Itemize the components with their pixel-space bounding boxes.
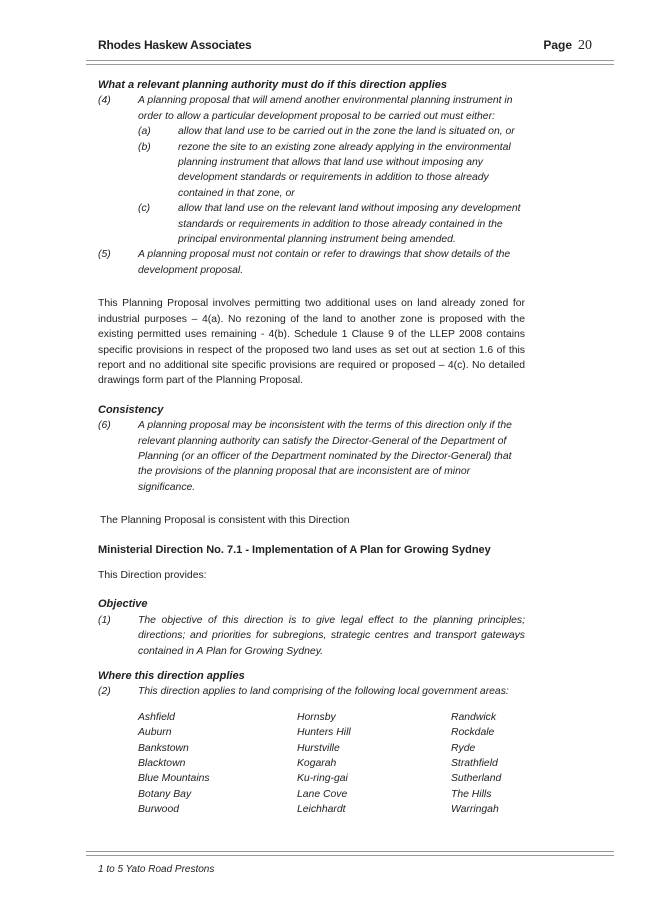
- lga-column: [138, 710, 210, 818]
- subclause-text: allow that land use on the relevant land without imposing any development standards or requirements in addition to those already contained in the principal environmental planning instrument being amended.: [178, 203, 521, 246]
- lga-item: Ku-ring-gai: [297, 773, 348, 785]
- lga-item: Hurstville: [297, 742, 340, 754]
- lga-item: Warringah: [451, 804, 499, 816]
- clause-2: [98, 684, 525, 699]
- clause-text: This direction applies to land comprising of the following local government areas:: [138, 686, 509, 698]
- lga-item: Burwood: [138, 804, 180, 816]
- header-divider: [86, 60, 614, 65]
- header-page: [543, 38, 592, 54]
- clause-4: [98, 93, 525, 124]
- lga-item: Bankstown: [138, 742, 189, 754]
- lga-item: Sutherland: [451, 773, 502, 785]
- direction-intro: This Direction provides:: [98, 569, 207, 581]
- clause-number: (1): [98, 614, 111, 626]
- subclause-a: [98, 124, 525, 139]
- lga-item: Leichhardt: [297, 804, 346, 816]
- clause-1: [98, 613, 525, 659]
- lga-item: Botany Bay: [138, 788, 192, 800]
- lga-column: [451, 710, 501, 818]
- subclause-b: [98, 140, 525, 202]
- section-heading-requirements: What a relevant planning authority must do if this direction applies: [98, 79, 447, 91]
- header-title: Rhodes Haskew Associates: [98, 38, 252, 52]
- clause-number: (6): [98, 420, 111, 432]
- body-paragraph: This Planning Proposal involves permitting two additional uses on land already zoned for industrial purposes – 4(a). No rezoning of the land to another zone is proposed with the existing permitted uses remaining - 4(b). Schedule 1 Clause 9 of the LLEP 2008 contains specific provisions in respect of the proposed two land uses as set out at section 1.6 of this report and no additional site specific provisions are required or proposed – 4(c). No detailed drawings form part of the Planning Proposal.: [98, 298, 525, 387]
- clause-number: (2): [98, 686, 111, 698]
- lga-item: Hornsby: [297, 711, 336, 723]
- clause-5: [98, 247, 525, 278]
- section-heading-objective: Objective: [98, 598, 148, 611]
- lga-item: Kogarah: [297, 758, 337, 770]
- lga-column: [297, 710, 351, 818]
- clause-text: A planning proposal must not contain or refer to drawings that show details of the development proposal.: [138, 249, 511, 276]
- consistency-statement: The Planning Proposal is consistent with this Direction: [100, 515, 350, 527]
- lga-item: The Hills: [451, 788, 492, 800]
- lga-item: Lane Cove: [297, 788, 348, 800]
- lga-item: Ashfield: [138, 711, 175, 723]
- subclause-text: rezone the site to an existing zone already applying in the environmental planning instrument that allows that land use without imposing any development standards or requirements in addition to those already contained in that zone, or: [178, 141, 511, 199]
- lga-list: [98, 710, 525, 820]
- lga-item: Auburn: [138, 727, 172, 739]
- lga-item: Blacktown: [138, 758, 186, 770]
- lga-item: Ryde: [451, 742, 476, 754]
- section-heading-where-applies: Where this direction applies: [98, 670, 245, 682]
- clause-text: A planning proposal that will amend another environmental planning instrument in order to allow a particular development proposal to be carried out must either:: [138, 95, 513, 122]
- lga-item: Strathfield: [451, 758, 498, 770]
- footer-divider: [86, 851, 614, 856]
- clause-6: [98, 418, 525, 495]
- lga-item: Hunters Hill: [297, 727, 351, 739]
- direction-heading: Ministerial Direction No. 7.1 - Implementation of A Plan for Growing Sydney: [98, 543, 491, 556]
- clause-text: The objective of this direction is to give legal effect to the planning principles; directions; and priorities for subregions, strategic centres and transport gateways contained in A Plan for Growing Sydney.: [138, 614, 525, 657]
- subclause-number: (b): [138, 141, 151, 153]
- subclause-c: [98, 201, 525, 247]
- clause-number: (4): [98, 95, 111, 107]
- page-header: [98, 38, 592, 58]
- clause-text: A planning proposal may be inconsistent with the terms of this direction only if the relevant planning authority can satisfy the Director-General of the Department of Planning (or an officer of the Department nominated by the Director-General) that the provisions of the planning proposal that are inconsistent are of minor significance.: [138, 420, 512, 493]
- subclause-number: (a): [138, 126, 151, 138]
- clause-number: (5): [98, 249, 111, 261]
- section-heading-consistency: Consistency: [98, 403, 164, 416]
- lga-item: Randwick: [451, 711, 497, 723]
- page-label: Page: [543, 38, 572, 52]
- subclause-number: (c): [138, 203, 151, 215]
- lga-item: Blue Mountains: [138, 773, 210, 785]
- lga-item: Rockdale: [451, 727, 495, 739]
- page-number: 20: [578, 38, 592, 53]
- subclause-text: allow that land use to be carried out in the zone the land is situated on, or: [178, 126, 515, 138]
- page-content: [98, 78, 525, 820]
- page-footer: 1 to 5 Yato Road Prestons: [98, 864, 215, 875]
